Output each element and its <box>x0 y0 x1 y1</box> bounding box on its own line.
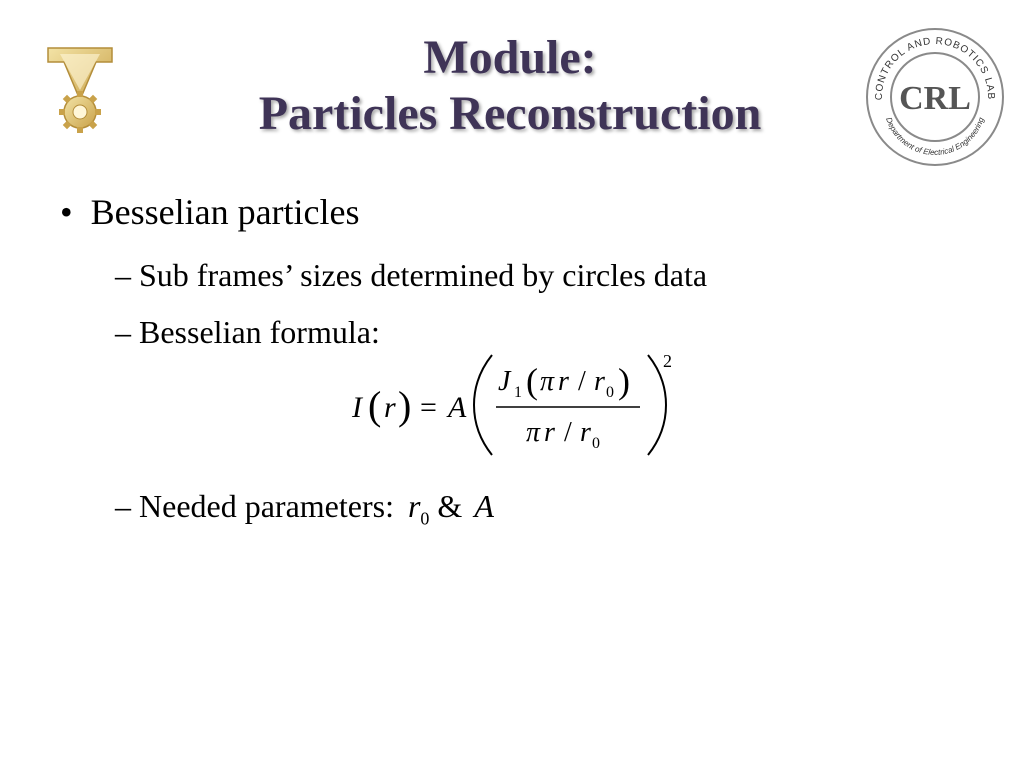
den-pi: π <box>526 417 541 448</box>
crl-ring-top: CONTROL AND ROBOTICS LAB <box>873 35 997 101</box>
formula-paren-right: ) <box>398 383 412 428</box>
besselian-formula <box>330 345 690 465</box>
num-paren-left: ( <box>526 361 538 401</box>
den-r: r <box>544 417 555 448</box>
param-r: r <box>407 488 421 524</box>
bullet-marker: • <box>60 192 73 232</box>
sub-bullet-text: Besselian formula: <box>139 314 380 350</box>
formula-equals: = <box>420 391 437 424</box>
dash-marker: – <box>115 488 131 524</box>
sub-bullet-sizes <box>115 255 707 295</box>
formula-r: r <box>384 391 396 424</box>
slide-title <box>160 30 860 142</box>
crl-logo <box>860 22 1010 172</box>
sub-bullet-text: Sub frames’ sizes determined by circles data <box>139 257 708 293</box>
technion-logo <box>40 40 120 135</box>
sub-bullet-text: Needed parameters: <box>139 488 394 524</box>
num-r: r <box>558 366 569 397</box>
formula-paren-left: ( <box>368 383 382 428</box>
bullet-text: Besselian particles <box>90 192 360 232</box>
big-paren-left <box>474 355 492 455</box>
den-slash: / <box>564 417 572 448</box>
param-r0 <box>408 486 429 538</box>
title-line-2: Particles Reconstruction <box>258 87 762 140</box>
crl-ring-bottom: Department of Electrical Engineering <box>884 116 986 158</box>
dash-marker: – <box>115 257 131 293</box>
num-J: J <box>498 366 511 397</box>
num-paren-right: ) <box>618 361 630 401</box>
param-A: A <box>474 488 494 524</box>
formula-I: I <box>352 391 362 424</box>
dash-marker: – <box>115 314 131 350</box>
title-line-1: Module: <box>423 31 597 84</box>
den-r0: r <box>580 417 591 448</box>
formula-A: A <box>448 391 467 424</box>
param-r-sub: 0 <box>420 508 430 529</box>
num-r0: r <box>594 366 605 397</box>
num-r0-sub: 0 <box>606 384 614 401</box>
sub-bullet-parameters <box>115 486 494 538</box>
formula-exponent: 2 <box>663 351 672 371</box>
bullet-besselian-particles <box>60 190 360 234</box>
num-J-sub: 1 <box>514 384 522 401</box>
param-amp: & <box>437 488 463 524</box>
num-pi: π <box>540 366 555 397</box>
den-r0-sub: 0 <box>592 435 600 452</box>
crl-center-text: CRL <box>899 80 971 117</box>
num-slash: / <box>578 366 586 397</box>
